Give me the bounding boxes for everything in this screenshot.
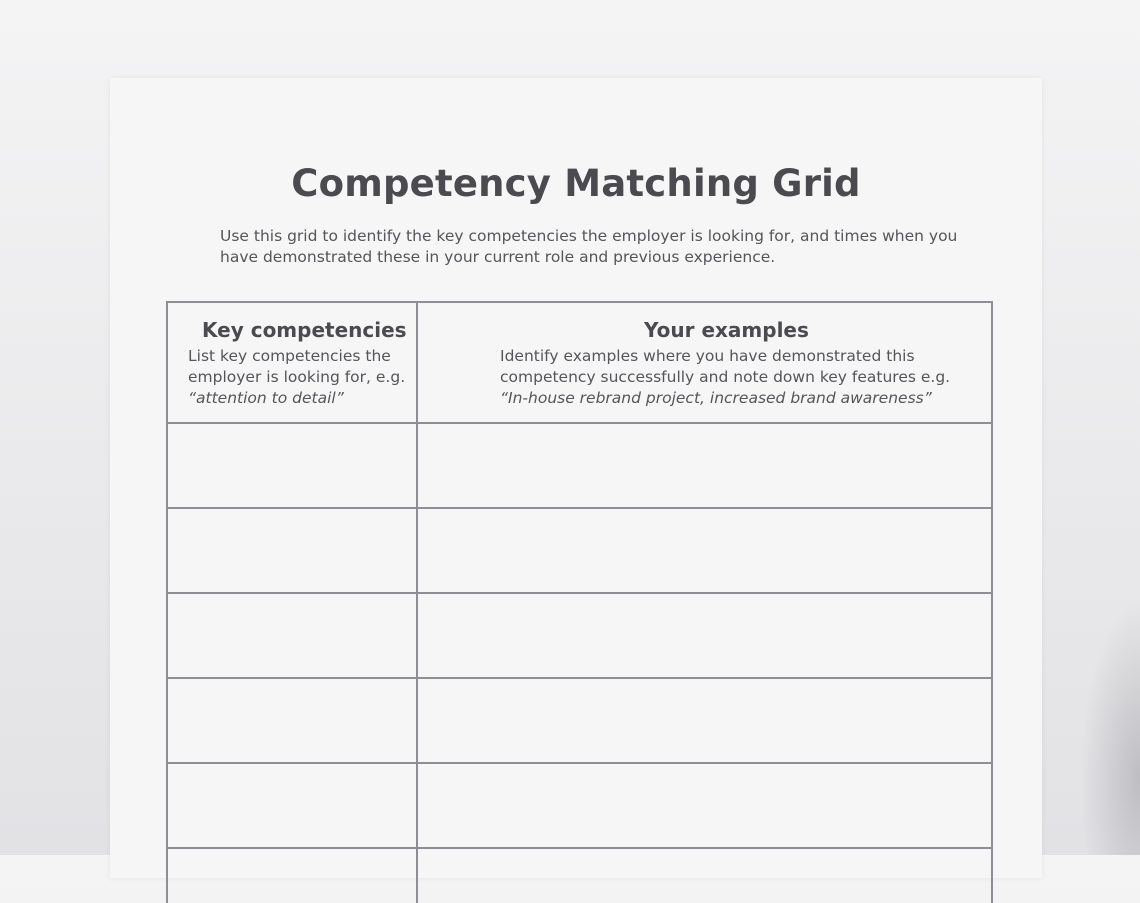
- competency-grid: [166, 301, 993, 903]
- your-examples-desc-line-1: Identify examples where you have demonstrated this: [500, 347, 915, 365]
- worksheet-page: [110, 78, 1042, 878]
- example-cell-5[interactable]: [418, 764, 991, 847]
- competency-cell-3[interactable]: [168, 594, 416, 677]
- example-cell-1[interactable]: [418, 424, 991, 507]
- row-divider: [168, 847, 991, 849]
- key-competencies-desc-line-1: List key competencies the: [188, 347, 391, 365]
- key-competencies-desc-line-2: employer is looking for, e.g.: [188, 368, 406, 386]
- example-cell-2[interactable]: [418, 509, 991, 592]
- intro-text: [220, 226, 958, 268]
- competency-cell-2[interactable]: [168, 509, 416, 592]
- your-examples-description: [500, 346, 950, 409]
- competency-cell-5[interactable]: [168, 764, 416, 847]
- intro-line-2: have demonstrated these in your current role and previous experience.: [220, 248, 776, 266]
- your-examples-example: “In-house rebrand project, increased brand awareness”: [500, 389, 932, 407]
- example-cell-3[interactable]: [418, 594, 991, 677]
- key-competencies-description: [188, 346, 405, 409]
- key-competencies-heading: Key competencies: [202, 318, 407, 342]
- your-examples-heading: Your examples: [644, 318, 809, 342]
- key-competencies-example: “attention to detail”: [188, 389, 344, 407]
- page-title: Competency Matching Grid: [291, 162, 861, 205]
- competency-cell-4[interactable]: [168, 679, 416, 762]
- competency-cell-1[interactable]: [168, 424, 416, 507]
- intro-line-1: Use this grid to identify the key competencies the employer is looking for, and times when you: [220, 227, 958, 245]
- background-shadow: [1080, 600, 1140, 855]
- example-cell-4[interactable]: [418, 679, 991, 762]
- your-examples-desc-line-2: competency successfully and note down key features e.g.: [500, 368, 951, 386]
